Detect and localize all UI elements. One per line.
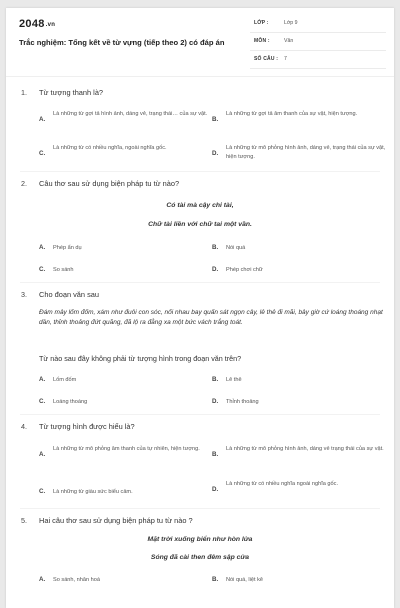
- option-letter: B.: [212, 244, 219, 251]
- option-text: Nói quá: [226, 245, 246, 251]
- question-divider: [20, 171, 380, 172]
- option-text: Là những từ mô phỏng âm thanh của tự nhiên, hiện tượng.: [53, 446, 200, 452]
- question-header: [6, 177, 394, 191]
- option-text: Là những từ giàu sức biểu cảm.: [53, 489, 133, 495]
- question-number: 2.: [21, 179, 27, 188]
- question-text: Cho đoạn văn sau: [39, 290, 99, 299]
- question-header: [6, 288, 394, 302]
- poem-line: Mặt trời xuống biển như hòn lửa: [147, 536, 253, 543]
- option-letter: C.: [39, 150, 46, 157]
- option-text: Thỉnh thoảng: [226, 399, 259, 405]
- meta-row-subject: [250, 36, 386, 51]
- question-divider: [20, 508, 380, 509]
- option-letter: C.: [39, 398, 46, 405]
- poem-line: Chữ tài liền với chữ tai một vần.: [148, 221, 252, 228]
- meta-row-class: [250, 18, 386, 33]
- option-letter: D.: [212, 266, 219, 273]
- option-letter: A.: [39, 576, 46, 583]
- sub-question-text: Từ nào sau đây không phải từ tượng hình trong đoạn văn trên?: [39, 354, 242, 363]
- document-page: [6, 8, 394, 608]
- option-letter: C.: [39, 488, 46, 495]
- reading-passage: Đám mây lốm đốm, xám như đuôi con sóc, nối nhau bay quấn sát ngọn cây, lê thê đi mãi, bây giờ cứ loáng thoáng nhạt dần, thỉnh thoảng đứt quãng, đã lộ ra đằng xa một bức vách trắng toát.: [39, 309, 383, 327]
- option-text: Là những từ mô phỏng hình ảnh, dáng vẻ, trạng thái của sự vật, hiện tượng.: [226, 145, 386, 160]
- option-letter: D.: [212, 398, 219, 405]
- poem-line: Có tài mà cậy chi tài,: [166, 202, 234, 209]
- question-number: 4.: [21, 422, 27, 431]
- option-text: So sánh, nhân hoá: [53, 577, 100, 583]
- option-text: Nói quá, liệt kê: [226, 577, 264, 583]
- question-divider: [20, 414, 380, 415]
- option-text: Phép chơi chữ: [226, 267, 263, 273]
- question-text: Từ tượng thanh là?: [39, 88, 104, 97]
- option-letter: A.: [39, 376, 46, 383]
- option-letter: C.: [39, 266, 46, 273]
- option-text: Là những từ gợi tả âm thanh của sự vật, hiện tượng.: [226, 111, 358, 117]
- question-text: Từ tượng hình được hiểu là?: [39, 422, 135, 431]
- site-logo[interactable]: [19, 18, 55, 30]
- option-text: Là những từ có nhiều nghĩa, ngoài nghĩa gốc.: [53, 145, 167, 151]
- question-header: [6, 514, 394, 528]
- question-number: 5.: [21, 516, 27, 525]
- question-1: [6, 86, 394, 160]
- logo-suffix: .vn: [45, 22, 56, 28]
- option-text: So sánh: [53, 267, 74, 273]
- option-text: Là những từ mô phỏng hình ảnh, dáng vẻ trạng thái của sự vật.: [226, 446, 384, 452]
- option-text: Lốm đốm: [53, 377, 77, 383]
- meta-value: Lớp 9: [284, 20, 298, 26]
- question-number: 1.: [21, 88, 27, 97]
- question-5: [6, 514, 394, 583]
- logo-text: 2048: [19, 18, 45, 30]
- poem-line: Sóng đã cài then đêm sập cửa: [150, 554, 250, 561]
- option-text: Là những từ có nhiều nghĩa ngoài nghĩa gốc.: [226, 481, 338, 487]
- question-4: [6, 420, 394, 495]
- option-letter: B.: [212, 116, 219, 123]
- meta-label: SỐ CÂU :: [254, 56, 279, 62]
- question-3: [6, 288, 394, 405]
- option-text: Lê thê: [226, 377, 242, 383]
- option-letter: B.: [212, 376, 219, 383]
- page-title: Trắc nghiệm: Tổng kết về từ vựng (tiếp theo 2) có đáp án: [19, 38, 225, 47]
- meta-info: [250, 18, 386, 72]
- meta-value: Văn: [284, 38, 294, 44]
- option-letter: A.: [39, 116, 46, 123]
- meta-label: MÔN :: [254, 38, 270, 44]
- question-2: [6, 177, 394, 273]
- meta-label: LỚP :: [254, 20, 269, 26]
- option-letter: D.: [212, 150, 219, 157]
- question-header: [6, 86, 394, 100]
- header-divider: [6, 76, 394, 77]
- question-text: Hai câu thơ sau sử dụng biện pháp tu từ nào ?: [39, 516, 193, 525]
- meta-value: 7: [284, 56, 287, 62]
- document-header: [6, 8, 394, 72]
- option-text: Loáng thoáng: [53, 399, 88, 405]
- question-text: Câu thơ sau sử dụng biện pháp tu từ nào?: [39, 179, 180, 188]
- option-letter: A.: [39, 451, 46, 458]
- question-divider: [20, 282, 380, 283]
- option-letter: A.: [39, 244, 46, 251]
- option-letter: D.: [212, 486, 219, 493]
- option-text: Phép ẩn dụ: [53, 245, 82, 251]
- option-letter: B.: [212, 576, 219, 583]
- question-number: 3.: [21, 290, 27, 299]
- meta-row-count: [250, 54, 386, 69]
- option-letter: B.: [212, 451, 219, 458]
- option-text: Là những từ gợi tả hình ảnh, dáng vẻ, trạng thái… của sự vật.: [53, 111, 208, 117]
- question-header: [6, 420, 394, 434]
